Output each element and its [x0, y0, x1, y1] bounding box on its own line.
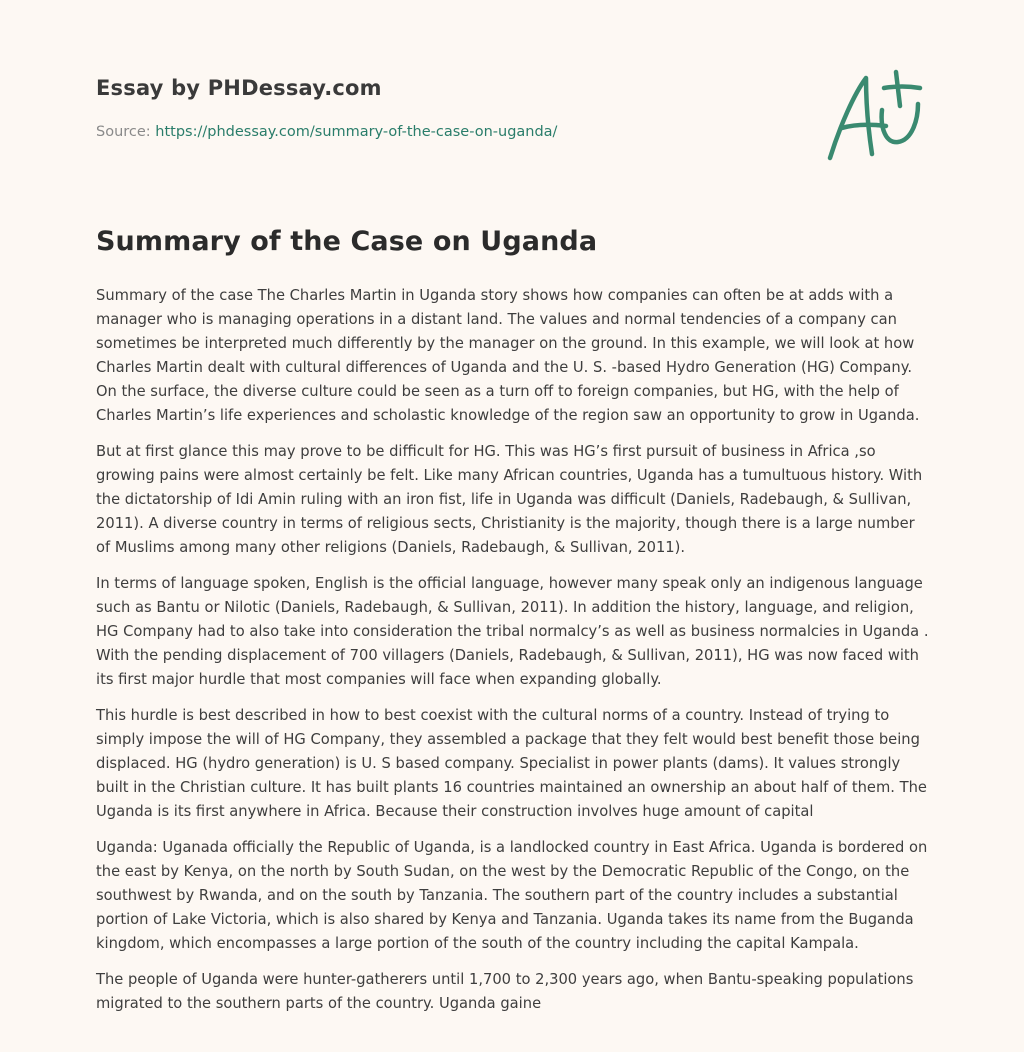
a-plus-logo-icon	[820, 66, 930, 166]
paragraph: But at first glance this may prove to be difficult for HG. This was HG’s first pursuit of business in Africa ,so growing pains were almost certainly be felt. Like many African countries, Uganda has a tumultuous history. With the dictatorship of Idi Amin ruling with an iron fist, life in Uganda was difficult (Daniels, Radebaugh, & Sullivan, 2011). A diverse country in terms of religious sects, Christianity is the majority, though there is a large number of Muslims among many other religions (Daniels, Radebaugh, & Sullivan, 2011).	[96, 443, 923, 556]
paragraph: Uganda: Uganada officially the Republic of Uganda, is a landlocked country in East Africa. Uganda is bordered on the east by Kenya, on the north by South Sudan, on the west by the Democratic Republic of the Congo, on the southwest by Rwanda, and on the south by Tanzania. The southern part of the country includes a substantial portion of Lake Victoria, which is also shared by Kenya and Tanzania. Uganda takes its name from the Buganda kingdom, which encompasses a large portion of the south of the country including the capital Kampala.	[96, 839, 928, 952]
paragraph: The people of Uganda were hunter-gatherers until 1,700 to 2,300 years ago, when Bantu-speaking populations migrated to the southern parts of the country. Uganda gaine	[96, 971, 914, 1012]
article-title: Summary of the Case on Uganda	[96, 226, 598, 257]
site-brand: Essay by PHDessay.com	[96, 76, 382, 100]
paragraph: Summary of the case The Charles Martin in Uganda story shows how companies can often be at adds with a manager who is managing operations in a distant land. The values and normal tendencies of a company can sometimes be interpreted much differently by the manager on the ground. In this example, we will look at how Charles Martin dealt with cultural differences of Uganda and the U. S. -based Hydro Generation (HG) Company. On the surface, the diverse culture could be seen as a turn off to foreign companies, but HG, with the help of Charles Martin’s life experiences and scholastic knowledge of the region saw an opportunity to grow in Uganda.	[96, 287, 920, 424]
source-link[interactable]: https://phdessay.com/summary-of-the-case-on-uganda/	[155, 124, 558, 140]
article-body	[96, 284, 932, 1028]
source-line	[96, 124, 557, 140]
paragraph: In terms of language spoken, English is the official language, however many speak only an indigenous language such as Bantu or Nilotic (Daniels, Radebaugh, & Sullivan, 2011). In addition the history, language, and religion, HG Company had to also take into consideration the tribal normalcy’s as well as business normalcies in Uganda . With the pending displacement of 700 villagers (Daniels, Radebaugh, & Sullivan, 2011), HG was now faced with its first major hurdle that most companies will face when expanding globally.	[96, 575, 929, 688]
source-label: Source:	[96, 124, 156, 140]
paragraph: This hurdle is best described in how to best coexist with the cultural norms of a country. Instead of trying to simply impose the will of HG Company, they assembled a package that they felt would best benefit those being displaced. HG (hydro generation) is U. S based company. Specialist in power plants (dams). It values strongly built in the Christian culture. It has built plants 16 countries maintained an ownership an about half of them. The Uganda is its first anywhere in Africa. Because their construction involves huge amount of capital	[96, 707, 927, 820]
